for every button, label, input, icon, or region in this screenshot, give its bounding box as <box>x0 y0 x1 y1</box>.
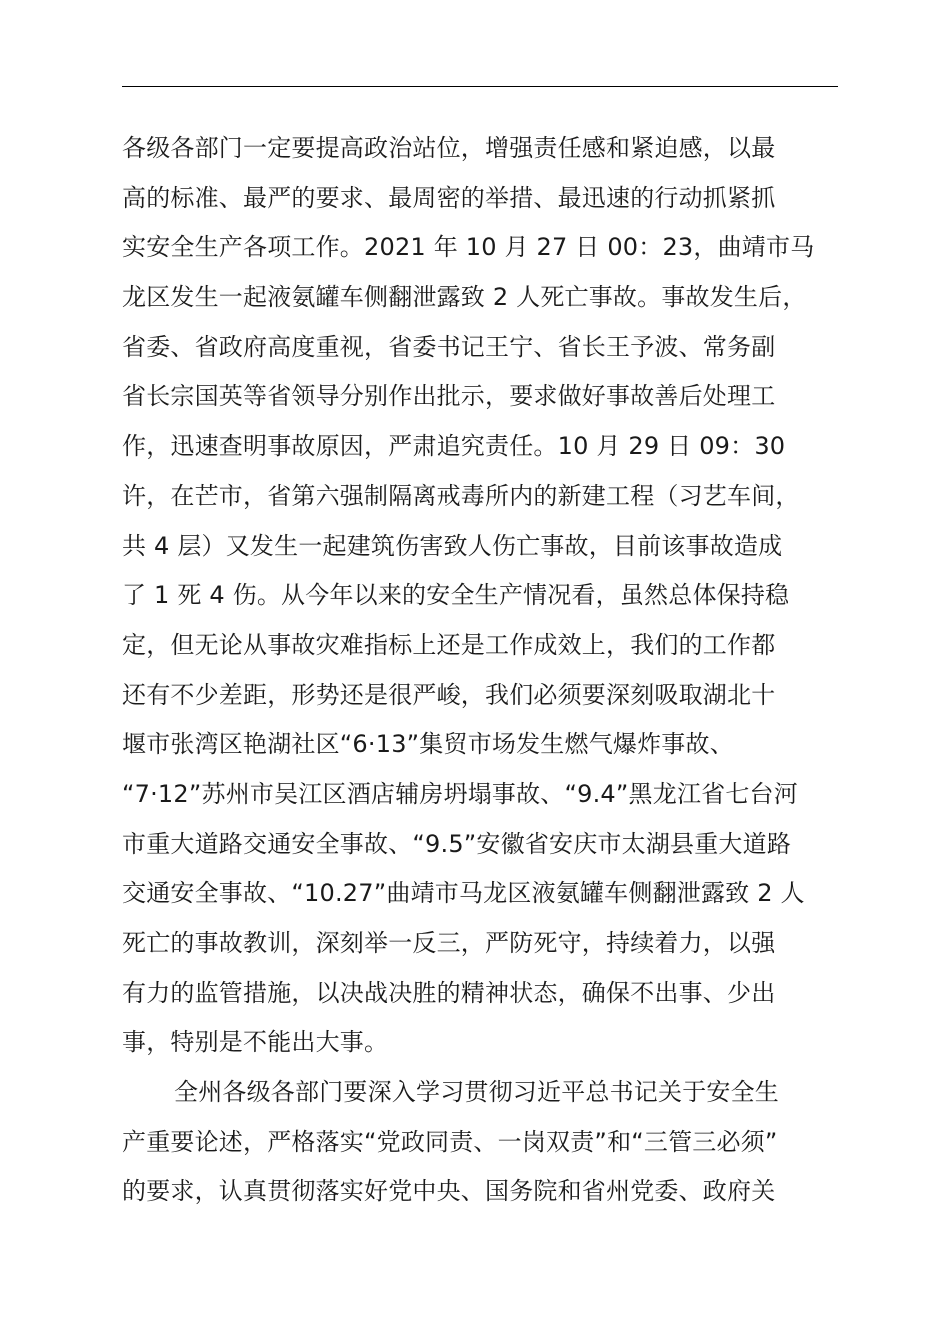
text-line: 交通安全事故、“10.27”曲靖市马龙区液氨罐车侧翻泄露致 2 人 <box>122 879 805 908</box>
text-line: 了 1 死 4 伤。从今年以来的安全生产情况看，虽然总体保持稳 <box>122 581 790 610</box>
text-line: 许，在芒市，省第六强制隔离戒毒所内的新建工程（习艺车间， <box>122 481 800 510</box>
text-line: 的要求，认真贯彻落实好党中央、国务院和省州党委、政府关 <box>122 1177 776 1206</box>
text-line: 定，但无论从事故灾难指标上还是工作成效上，我们的工作都 <box>122 630 776 659</box>
text-line: 实安全生产各项工作。2021 年 10 月 27 日 00：23，曲靖市马 <box>122 233 815 262</box>
body-text <box>122 124 838 1217</box>
text-line: 龙区发生一起液氨罐车侧翻泄露致 2 人死亡事故。事故发生后， <box>122 283 807 312</box>
text-line: 共 4 层）又发生一起建筑伤害致人伤亡事故，目前该事故造成 <box>122 531 783 560</box>
text-line: 全州各级各部门要深入学习贯彻习近平总书记关于安全生 <box>174 1078 779 1107</box>
text-line: 事，特别是不能出大事。 <box>122 1028 389 1057</box>
text-line: 省长宗国英等省领导分别作出批示，要求做好事故善后处理工 <box>122 382 776 411</box>
text-line: 还有不少差距，形势还是很严峻，我们必须要深刻吸取湖北十 <box>122 680 776 709</box>
text-line: 各级各部门一定要提高政治站位，增强责任感和紧迫感，以最 <box>122 134 776 162</box>
paragraph-1 <box>122 124 838 1068</box>
text-line: 产重要论述，严格落实“党政同责、一岗双责”和“三管三必须” <box>122 1127 778 1156</box>
header-rule <box>122 86 838 87</box>
text-line: 市重大道路交通安全事故、“9.5”安徽省安庆市太湖县重大道路 <box>122 829 792 858</box>
text-line: 死亡的事故教训，深刻举一反三，严防死守，持续着力，以强 <box>122 929 776 957</box>
text-line: 堰市张湾区艳湖社区“6·13”集贸市场发生燃气爆炸事故、 <box>122 730 734 759</box>
text-line: 高的标准、最严的要求、最周密的举措、最迅速的行动抓紧抓 <box>122 183 776 212</box>
text-line: 省委、省政府高度重视，省委书记王宁、省长王予波、常务副 <box>122 332 776 361</box>
text-line: 有力的监管措施，以决战决胜的精神状态，确保不出事、少出 <box>122 978 776 1007</box>
text-line: “7·12”苏州市吴江区酒店辅房坍塌事故、“9.4”黑龙江省七台河 <box>122 779 798 808</box>
text-line: 作，迅速查明事故原因，严肃追究责任。10 月 29 日 09：30 <box>122 432 786 461</box>
paragraph-2 <box>122 1068 838 1217</box>
